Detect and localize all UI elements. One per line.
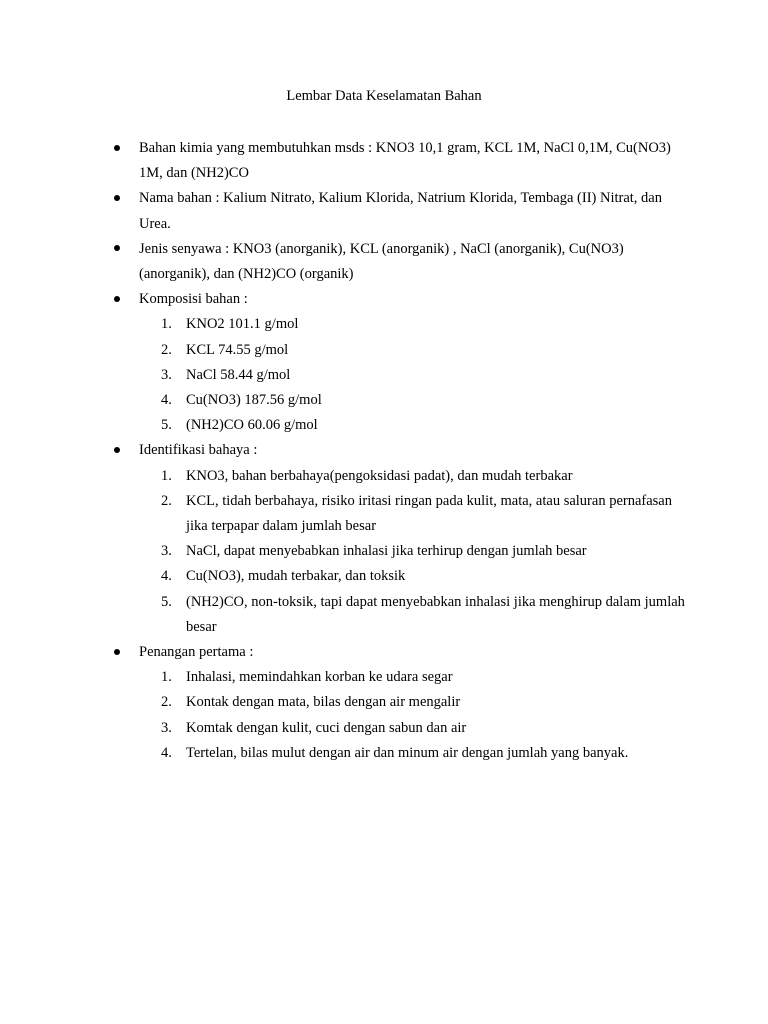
bullet-item-materials — [110, 136, 690, 186]
list-number: 4. — [161, 392, 172, 409]
list-item — [139, 590, 690, 640]
bullet-item-first-aid — [110, 640, 690, 766]
list-number: 2. — [161, 492, 172, 509]
list-text: Inhalasi, memindahkan korban ke udara segar — [186, 669, 453, 686]
document-body — [110, 136, 690, 766]
list-text: KNO2 101.1 g/mol — [186, 316, 299, 333]
list-text: NaCl, dapat menyebabkan inhalasi jika terhirup dengan jumlah besar — [186, 543, 587, 560]
list-number: 4. — [161, 744, 172, 761]
list-item — [139, 363, 690, 388]
list-number: 1. — [161, 316, 172, 333]
bullet-item-names — [110, 186, 690, 236]
list-item — [139, 338, 690, 363]
list-item — [139, 388, 690, 413]
list-text: Tertelan, bilas mulut dengan air dan minum air dengan jumlah yang banyak. — [186, 744, 629, 761]
bullet-icon — [114, 649, 120, 655]
list-item — [139, 464, 690, 489]
list-text: KCL 74.55 g/mol — [186, 341, 289, 358]
document-title: Lembar Data Keselamatan Bahan — [286, 88, 482, 104]
list-number: 5. — [161, 593, 172, 610]
list-text: NaCl 58.44 g/mol — [186, 366, 291, 383]
list-item — [139, 741, 690, 766]
list-number: 1. — [161, 467, 172, 484]
list-number: 2. — [161, 341, 172, 358]
bullet-item-compound-types — [110, 237, 690, 287]
bullet-text: Bahan kimia yang membutuhkan msds : KNO3 10,1 gram, KCL 1M, NaCl 0,1M, Cu(NO3) 1M, dan (NH2)CO — [139, 140, 671, 182]
first-aid-list — [139, 665, 690, 766]
bullet-text: Komposisi bahan : — [139, 291, 248, 308]
bullet-list — [110, 136, 690, 766]
list-item — [139, 539, 690, 564]
bullet-item-hazard-identification — [110, 438, 690, 640]
list-item — [139, 690, 690, 715]
list-number: 4. — [161, 568, 172, 585]
bullet-icon — [114, 145, 120, 151]
list-text: (NH2)CO 60.06 g/mol — [186, 417, 318, 434]
hazard-list — [139, 464, 690, 640]
list-text: Komtak dengan kulit, cuci dengan sabun dan air — [186, 719, 467, 736]
list-text: Kontak dengan mata, bilas dengan air mengalir — [186, 694, 461, 711]
bullet-text: Jenis senyawa : KNO3 (anorganik), KCL (anorganik) , NaCl (anorganik), Cu(NO3) (anorganik), dan (NH2)CO (organik) — [139, 240, 624, 283]
list-text: Cu(NO3) 187.56 g/mol — [186, 392, 322, 409]
list-number: 3. — [161, 366, 172, 383]
list-item — [139, 716, 690, 741]
list-text: Cu(NO3), mudah terbakar, dan toksik — [186, 568, 406, 585]
list-item — [139, 665, 690, 690]
list-item — [139, 489, 690, 539]
list-number: 2. — [161, 694, 172, 711]
bullet-text: Identifikasi bahaya : — [139, 442, 258, 459]
list-number: 1. — [161, 669, 172, 686]
list-number: 3. — [161, 543, 172, 560]
list-item — [139, 564, 690, 589]
bullet-text: Penangan pertama : — [139, 644, 254, 661]
list-item — [139, 413, 690, 438]
bullet-icon — [114, 447, 120, 453]
list-text: (NH2)CO, non-toksik, tapi dapat menyebabkan inhalasi jika menghirup dalam jumlah besar — [186, 593, 685, 635]
bullet-text: Nama bahan : Kalium Nitrato, Kalium Klorida, Natrium Klorida, Tembaga (II) Nitrat, dan Urea. — [139, 190, 662, 232]
list-number: 3. — [161, 719, 172, 736]
list-text: KNO3, bahan berbahaya(pengoksidasi padat), dan mudah terbakar — [186, 467, 573, 484]
list-text: KCL, tidah berbahaya, risiko iritasi ringan pada kulit, mata, atau saluran pernafasan jika terpapar dalam jumlah besar — [186, 492, 672, 535]
bullet-icon — [114, 245, 120, 251]
composition-list — [139, 312, 690, 438]
bullet-icon — [114, 195, 120, 201]
bullet-item-composition — [110, 287, 690, 438]
bullet-icon — [114, 296, 120, 302]
list-item — [139, 312, 690, 337]
list-number: 5. — [161, 417, 172, 434]
